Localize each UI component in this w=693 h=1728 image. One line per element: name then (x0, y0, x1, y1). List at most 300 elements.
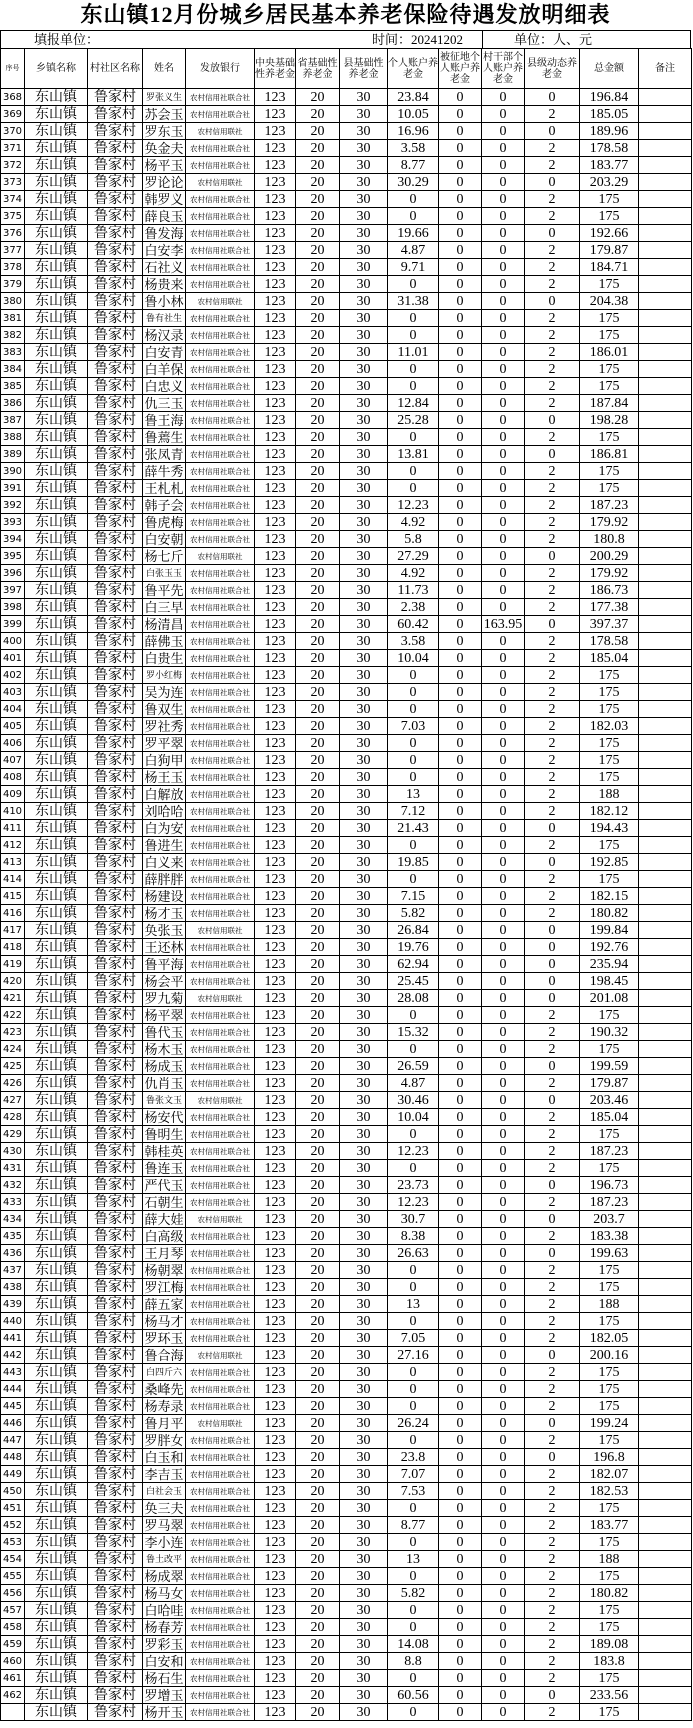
cell-seq: 395 (1, 548, 25, 565)
table-row (1, 718, 692, 735)
cell-central-pension: 123 (255, 361, 296, 378)
cell-name: 鲁小林 (144, 293, 184, 309)
cell-land-acquired-account: 0 (439, 293, 482, 310)
cell-total: 397.37 (580, 616, 639, 633)
cell-provincial-pension: 20 (296, 1500, 340, 1517)
cell-remark (639, 820, 692, 837)
cell-total: 190.32 (580, 1024, 639, 1041)
cell-town: 东山镇 (25, 446, 88, 463)
cell-village: 鲁家村 (88, 1228, 143, 1245)
header-total: 总金额 (580, 49, 639, 89)
cell-bank: 农村信用社联合社 (186, 718, 255, 735)
cell-county-dynamic: 2 (525, 1619, 580, 1636)
cell-land-acquired-account: 0 (439, 327, 482, 344)
cell-seq: 445 (1, 1398, 25, 1415)
cell-village-cadre-account: 0 (482, 1704, 525, 1721)
cell-seq: 458 (1, 1619, 25, 1636)
cell-total: 186.73 (580, 582, 639, 599)
cell-seq: 431 (1, 1160, 25, 1177)
cell-central-pension: 123 (255, 871, 296, 888)
cell-town: 东山镇 (25, 1568, 88, 1585)
cell-central-pension: 123 (255, 1415, 296, 1432)
cell-seq: 407 (1, 752, 25, 769)
cell-seq: 448 (1, 1449, 25, 1466)
cell-village: 鲁家村 (88, 1551, 143, 1568)
table-row (1, 1262, 692, 1279)
cell-town: 东山镇 (25, 378, 88, 395)
cell-remark (639, 225, 692, 242)
cell-village: 鲁家村 (88, 225, 143, 242)
cell-central-pension: 123 (255, 769, 296, 786)
cell-village-cadre-account: 0 (482, 701, 525, 718)
cell-bank: 农村信用社联合社 (186, 701, 255, 718)
cell-town: 东山镇 (25, 1415, 88, 1432)
cell-total: 235.94 (580, 956, 639, 973)
cell-provincial-pension: 20 (296, 1568, 340, 1585)
table-row (1, 276, 692, 293)
cell-remark (639, 242, 692, 259)
cell-provincial-pension: 20 (296, 174, 340, 191)
cell-total: 175 (580, 1670, 639, 1687)
cell-county-pension: 30 (340, 1007, 388, 1024)
table-row (1, 1415, 692, 1432)
cell-bank: 农村信用社联合社 (186, 803, 255, 820)
cell-village: 鲁家村 (88, 1619, 143, 1636)
cell-village-cadre-account: 0 (482, 1330, 525, 1347)
cell-village-cadre-account: 0 (482, 1602, 525, 1619)
cell-town: 东山镇 (25, 599, 88, 616)
cell-seq: 396 (1, 565, 25, 582)
cell-village: 鲁家村 (88, 939, 143, 956)
cell-bank: 农村信用社联合社 (186, 650, 255, 667)
cell-town: 东山镇 (25, 684, 88, 701)
cell-bank: 农村信用社联合社 (186, 633, 255, 650)
cell-name: 鲁明生 (144, 1126, 184, 1142)
cell-provincial-pension: 20 (296, 1347, 340, 1364)
cell-county-pension: 30 (340, 1415, 388, 1432)
cell-town: 东山镇 (25, 1262, 88, 1279)
cell-name: 王还林 (144, 939, 184, 955)
cell-seq: 460 (1, 1653, 25, 1670)
cell-county-pension: 30 (340, 1432, 388, 1449)
cell-total: 175 (580, 1602, 639, 1619)
cell-name: 鲁张文玉 (143, 1092, 186, 1109)
table-row (1, 429, 692, 446)
cell-land-acquired-account: 0 (439, 548, 482, 565)
cell-personal-account: 60.56 (388, 1687, 439, 1704)
cell-county-pension: 30 (340, 1670, 388, 1687)
cell-village-cadre-account: 0 (482, 922, 525, 939)
cell-provincial-pension: 20 (296, 582, 340, 599)
cell-personal-account: 26.63 (388, 1245, 439, 1262)
cell-village-cadre-account: 0 (482, 633, 525, 650)
cell-village-cadre-account: 0 (482, 1568, 525, 1585)
table-row (1, 1568, 692, 1585)
cell-town: 东山镇 (25, 650, 88, 667)
cell-town: 东山镇 (25, 1279, 88, 1296)
page-title: 东山镇12月份城乡居民基本养老保险待遇发放明细表 (80, 2, 611, 27)
header-village: 村社区名称 (88, 49, 143, 89)
cell-central-pension: 123 (255, 1398, 296, 1415)
cell-county-pension: 30 (340, 633, 388, 650)
cell-bank: 农村信用社联合社 (186, 752, 255, 769)
cell-total: 196.73 (580, 1177, 639, 1194)
cell-remark (639, 1551, 692, 1568)
cell-personal-account: 11.01 (388, 344, 439, 361)
cell-town: 东山镇 (25, 922, 88, 939)
cell-village-cadre-account: 0 (482, 1483, 525, 1500)
cell-total: 182.53 (580, 1483, 639, 1500)
cell-county-pension: 30 (340, 701, 388, 718)
cell-county-pension: 30 (340, 327, 388, 344)
cell-seq: 408 (1, 769, 25, 786)
cell-county-dynamic: 2 (525, 565, 580, 582)
cell-village: 鲁家村 (88, 1075, 143, 1092)
cell-land-acquired-account: 0 (439, 905, 482, 922)
cell-bank: 农村信用社联合社 (186, 225, 255, 242)
cell-town: 东山镇 (25, 1160, 88, 1177)
cell-village: 鲁家村 (88, 888, 143, 905)
cell-village-cadre-account: 0 (482, 140, 525, 157)
cell-name: 李吉玉 (144, 1466, 184, 1482)
cell-remark (639, 990, 692, 1007)
table-row (1, 463, 692, 480)
cell-county-dynamic: 2 (525, 582, 580, 599)
cell-personal-account: 0 (388, 1602, 439, 1619)
cell-total: 194.43 (580, 820, 639, 837)
cell-land-acquired-account: 0 (439, 888, 482, 905)
cell-seq: 368 (1, 89, 25, 106)
cell-name: 白忠义 (144, 378, 184, 394)
cell-remark (639, 1194, 692, 1211)
cell-total: 192.66 (580, 225, 639, 242)
cell-total: 200.16 (580, 1347, 639, 1364)
cell-name: 韩子会 (144, 497, 184, 513)
cell-bank: 农村信用社联合社 (186, 582, 255, 599)
cell-total: 201.08 (580, 990, 639, 1007)
cell-county-pension: 30 (340, 1143, 388, 1160)
table-row (1, 1381, 692, 1398)
cell-county-dynamic: 2 (525, 429, 580, 446)
cell-village-cadre-account: 0 (482, 123, 525, 140)
cell-village: 鲁家村 (88, 1041, 143, 1058)
cell-county-pension: 30 (340, 174, 388, 191)
cell-total: 175 (580, 1534, 639, 1551)
cell-bank: 农村信用社联合社 (186, 531, 255, 548)
cell-total: 196.8 (580, 1449, 639, 1466)
cell-land-acquired-account: 0 (439, 939, 482, 956)
cell-seq: 433 (1, 1194, 25, 1211)
cell-county-dynamic: 2 (525, 1398, 580, 1415)
cell-village: 鲁家村 (88, 514, 143, 531)
cell-name: 杨马女 (144, 1585, 184, 1601)
cell-town: 东山镇 (25, 701, 88, 718)
cell-remark (639, 140, 692, 157)
cell-provincial-pension: 20 (296, 837, 340, 854)
cell-total: 192.76 (580, 939, 639, 956)
cell-county-dynamic: 2 (525, 1381, 580, 1398)
table-row (1, 1551, 692, 1568)
cell-county-dynamic: 2 (525, 1262, 580, 1279)
cell-remark (639, 1500, 692, 1517)
cell-county-dynamic: 2 (525, 871, 580, 888)
cell-town: 东山镇 (25, 1194, 88, 1211)
cell-land-acquired-account: 0 (439, 1143, 482, 1160)
cell-personal-account: 0 (388, 684, 439, 701)
cell-land-acquired-account: 0 (439, 1041, 482, 1058)
table-row (1, 905, 692, 922)
cell-village-cadre-account: 0 (482, 1653, 525, 1670)
cell-seq: 443 (1, 1364, 25, 1381)
cell-seq: 435 (1, 1228, 25, 1245)
cell-county-pension: 30 (340, 208, 388, 225)
cell-central-pension: 123 (255, 548, 296, 565)
cell-village-cadre-account: 0 (482, 497, 525, 514)
cell-remark (639, 786, 692, 803)
cell-bank: 农村信用社联合社 (186, 378, 255, 395)
cell-bank: 农村信用社联合社 (186, 1449, 255, 1466)
cell-seq: 428 (1, 1109, 25, 1126)
cell-remark (639, 1262, 692, 1279)
table-row (1, 735, 692, 752)
cell-name: 杨木玉 (144, 1041, 184, 1057)
cell-village: 鲁家村 (88, 1177, 143, 1194)
cell-land-acquired-account: 0 (439, 1211, 482, 1228)
cell-name: 苏会玉 (144, 106, 184, 122)
cell-remark (639, 1041, 692, 1058)
cell-town: 东山镇 (25, 344, 88, 361)
cell-county-dynamic: 0 (525, 956, 580, 973)
cell-seq: 387 (1, 412, 25, 429)
cell-name: 杨七斤 (144, 548, 184, 564)
cell-bank: 农村信用社联合社 (186, 854, 255, 871)
cell-personal-account: 0 (388, 769, 439, 786)
cell-county-dynamic: 2 (525, 310, 580, 327)
cell-town: 东山镇 (25, 480, 88, 497)
table-row (1, 123, 692, 140)
cell-provincial-pension: 20 (296, 106, 340, 123)
cell-land-acquired-account: 0 (439, 1364, 482, 1381)
cell-town: 东山镇 (25, 1364, 88, 1381)
cell-personal-account: 7.12 (388, 803, 439, 820)
cell-town: 东山镇 (25, 1602, 88, 1619)
cell-central-pension: 123 (255, 497, 296, 514)
cell-county-dynamic: 2 (525, 208, 580, 225)
cell-seq: 462 (1, 1687, 25, 1704)
cell-land-acquired-account: 0 (439, 803, 482, 820)
cell-total: 175 (580, 667, 639, 684)
cell-village: 鲁家村 (88, 1092, 143, 1109)
cell-county-pension: 30 (340, 616, 388, 633)
cell-land-acquired-account: 0 (439, 157, 482, 174)
cell-bank: 农村信用社联合社 (186, 1432, 255, 1449)
cell-town: 东山镇 (25, 157, 88, 174)
cell-land-acquired-account: 0 (439, 1194, 482, 1211)
cell-land-acquired-account: 0 (439, 1296, 482, 1313)
cell-name: 杨清昌 (144, 616, 184, 632)
table-row (1, 140, 692, 157)
cell-central-pension: 123 (255, 1704, 296, 1721)
cell-village: 鲁家村 (88, 1279, 143, 1296)
cell-total: 186.01 (580, 344, 639, 361)
cell-county-pension: 30 (340, 106, 388, 123)
cell-personal-account: 28.08 (388, 990, 439, 1007)
cell-town: 东山镇 (25, 497, 88, 514)
cell-total: 175 (580, 1432, 639, 1449)
cell-name: 仇肖玉 (144, 1075, 184, 1091)
cell-total: 182.12 (580, 803, 639, 820)
report-time-value: 20241202 (411, 32, 464, 47)
cell-provincial-pension: 20 (296, 1211, 340, 1228)
cell-bank: 农村信用社联合社 (186, 1194, 255, 1211)
table-row (1, 242, 692, 259)
cell-town: 东山镇 (25, 310, 88, 327)
cell-remark (639, 514, 692, 531)
report-unit-label: 填报单位： (34, 32, 100, 47)
cell-provincial-pension: 20 (296, 956, 340, 973)
table-row (1, 1024, 692, 1041)
cell-town: 东山镇 (25, 1636, 88, 1653)
cell-county-dynamic: 2 (525, 514, 580, 531)
cell-provincial-pension: 20 (296, 820, 340, 837)
cell-personal-account: 19.66 (388, 225, 439, 242)
cell-village: 鲁家村 (88, 480, 143, 497)
header-name: 姓名 (143, 49, 186, 89)
cell-name: 刘哈哈 (144, 803, 184, 819)
cell-provincial-pension: 20 (296, 1432, 340, 1449)
cell-seq: 406 (1, 735, 25, 752)
cell-bank: 农村信用社联合社 (186, 1143, 255, 1160)
cell-personal-account: 23.8 (388, 1449, 439, 1466)
cell-personal-account: 0 (388, 327, 439, 344)
cell-county-dynamic: 2 (525, 395, 580, 412)
cell-land-acquired-account: 0 (439, 735, 482, 752)
cell-total: 187.23 (580, 497, 639, 514)
cell-county-dynamic: 2 (525, 1228, 580, 1245)
cell-total: 175 (580, 463, 639, 480)
cell-seq (1, 1704, 25, 1721)
cell-personal-account: 23.73 (388, 1177, 439, 1194)
cell-town: 东山镇 (25, 803, 88, 820)
cell-village: 鲁家村 (88, 310, 143, 327)
cell-seq: 379 (1, 276, 25, 293)
cell-land-acquired-account: 0 (439, 1500, 482, 1517)
cell-village: 鲁家村 (88, 1364, 143, 1381)
cell-county-pension: 30 (340, 1398, 388, 1415)
cell-village: 鲁家村 (88, 1024, 143, 1041)
table-row (1, 1279, 692, 1296)
cell-land-acquired-account: 0 (439, 1126, 482, 1143)
cell-county-pension: 30 (340, 1517, 388, 1534)
cell-village-cadre-account: 0 (482, 1687, 525, 1704)
cell-name: 鲁连玉 (144, 1160, 184, 1176)
cell-remark (639, 1058, 692, 1075)
cell-total: 182.05 (580, 1330, 639, 1347)
cell-village: 鲁家村 (88, 854, 143, 871)
cell-remark (639, 1636, 692, 1653)
cell-name: 鲁蔫生 (144, 429, 184, 445)
cell-provincial-pension: 20 (296, 1398, 340, 1415)
cell-total: 186.81 (580, 446, 639, 463)
cell-bank: 农村信用联社 (186, 293, 255, 310)
cell-county-dynamic: 2 (525, 1279, 580, 1296)
table-row (1, 1313, 692, 1330)
cell-remark (639, 1024, 692, 1041)
cell-provincial-pension: 20 (296, 531, 340, 548)
cell-land-acquired-account: 0 (439, 990, 482, 1007)
table-row (1, 1398, 692, 1415)
table-row (1, 1041, 692, 1058)
cell-seq: 420 (1, 973, 25, 990)
cell-central-pension: 123 (255, 1466, 296, 1483)
cell-remark (639, 582, 692, 599)
table-row (1, 1058, 692, 1075)
cell-seq: 373 (1, 174, 25, 191)
cell-total: 204.38 (580, 293, 639, 310)
cell-village: 鲁家村 (88, 871, 143, 888)
cell-seq: 402 (1, 667, 25, 684)
cell-seq: 418 (1, 939, 25, 956)
cell-county-pension: 30 (340, 140, 388, 157)
cell-seq: 381 (1, 310, 25, 327)
cell-name: 白三早 (144, 599, 184, 615)
table-row (1, 1075, 692, 1092)
cell-land-acquired-account: 0 (439, 1517, 482, 1534)
cell-provincial-pension: 20 (296, 1279, 340, 1296)
cell-land-acquired-account: 0 (439, 1313, 482, 1330)
cell-town: 东山镇 (25, 633, 88, 650)
cell-county-dynamic: 2 (525, 1024, 580, 1041)
cell-land-acquired-account: 0 (439, 276, 482, 293)
cell-personal-account: 0 (388, 701, 439, 718)
cell-name: 杨寿录 (144, 1398, 184, 1414)
cell-county-pension: 30 (340, 1296, 388, 1313)
cell-county-dynamic: 2 (525, 1585, 580, 1602)
cell-name: 桑峰先 (144, 1381, 184, 1397)
cell-remark (639, 752, 692, 769)
cell-village-cadre-account: 0 (482, 752, 525, 769)
cell-personal-account: 27.29 (388, 548, 439, 565)
cell-total: 175 (580, 1262, 639, 1279)
cell-total: 185.04 (580, 1109, 639, 1126)
cell-name: 白高级 (144, 1228, 184, 1244)
cell-county-pension: 30 (340, 531, 388, 548)
cell-town: 东山镇 (25, 837, 88, 854)
cell-town: 东山镇 (25, 1075, 88, 1092)
cell-village: 鲁家村 (88, 1585, 143, 1602)
table-body (1, 89, 692, 1721)
cell-total: 175 (580, 1381, 639, 1398)
cell-county-pension: 30 (340, 1636, 388, 1653)
cell-seq: 412 (1, 837, 25, 854)
cell-village: 鲁家村 (88, 1160, 143, 1177)
cell-village-cadre-account: 0 (482, 242, 525, 259)
cell-town: 东山镇 (25, 1687, 88, 1704)
cell-central-pension: 123 (255, 1483, 296, 1500)
cell-seq: 419 (1, 956, 25, 973)
cell-county-dynamic: 2 (525, 344, 580, 361)
cell-total: 175 (580, 310, 639, 327)
cell-central-pension: 123 (255, 174, 296, 191)
cell-personal-account: 0 (388, 1279, 439, 1296)
cell-personal-account: 0 (388, 276, 439, 293)
cell-seq: 444 (1, 1381, 25, 1398)
cell-central-pension: 123 (255, 1670, 296, 1687)
cell-land-acquired-account: 0 (439, 973, 482, 990)
cell-county-dynamic: 2 (525, 1075, 580, 1092)
cell-county-dynamic: 2 (525, 463, 580, 480)
cell-village: 鲁家村 (88, 956, 143, 973)
